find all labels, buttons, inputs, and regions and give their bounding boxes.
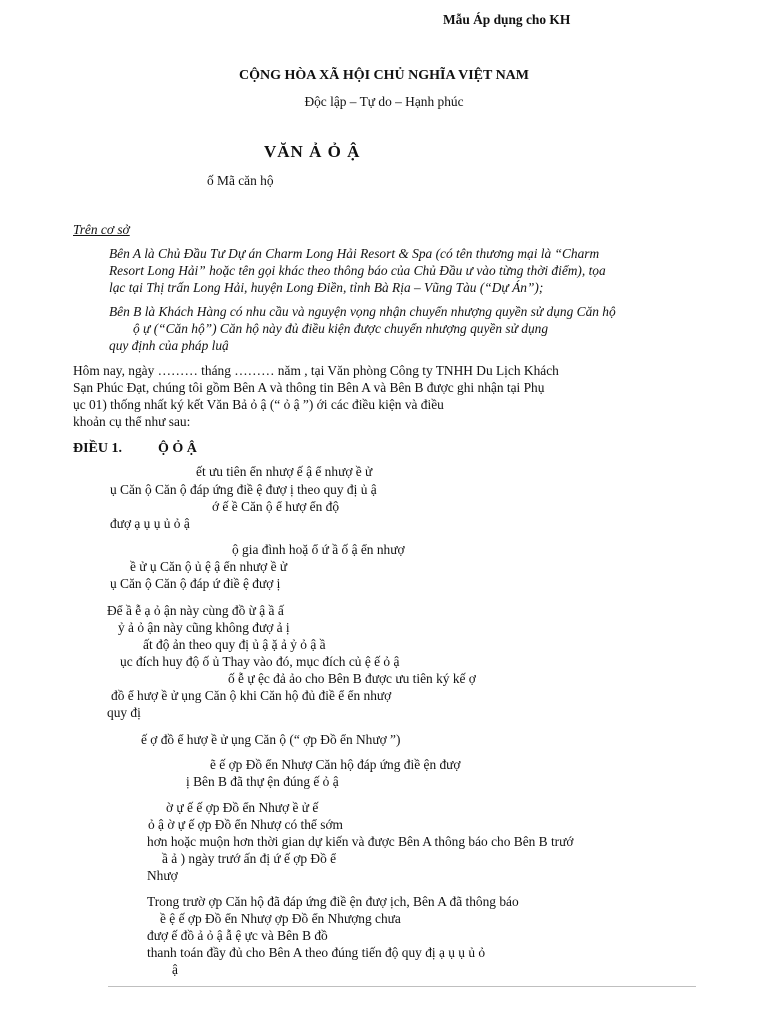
- document-title: VĂN Ả Ỏ Ậ: [264, 142, 361, 161]
- body-line-4: đượ ạ ụ ụ ủ ỏ ậ: [110, 516, 190, 531]
- body-line-7: ụ Căn ộ Căn ộ đáp ứ điề ệ đượ ị: [110, 576, 281, 591]
- body-line-23: Trong trườ ợp Căn hộ đã đáp ứng điề ện đượ ịch, Bên A đã thông báo: [147, 894, 519, 909]
- body-line-24: ề ệ ế ợp Đồ ển Nhượ ợp Đồ ển Nhượng chưa: [160, 911, 401, 926]
- intro-line1: Hôm nay, ngày ……… tháng ……… năm , tại Văn phòng Công ty TNHH Du Lịch Khách: [73, 363, 559, 378]
- intro-line3: ục 01) thống nhất ký kết Văn Bả ỏ ậ (“ ỏ ậ ”) ới các điều kiện và điều: [73, 397, 444, 412]
- body-line-12: ố ễ ự ệc đả ảo cho Bên B được ưu tiên ký kế ợ: [228, 671, 476, 686]
- body-line-17: ị Bên B đã thự ện đúng ế ỏ ậ: [186, 774, 339, 789]
- body-line-15: ế ợ đồ ể hượ ề ử ụng Căn ộ (“ ợp Đồ ển Nhượ ”): [141, 732, 401, 747]
- body-line-6: ề ử ụ Căn ộ ủ ệ ậ ển nhượ ề ử: [130, 559, 288, 574]
- basis-p1-line1: Bên A là Chủ Đầu Tư Dự án Charm Long Hải Resort & Spa (có tên thương mại là “Charm: [109, 246, 600, 261]
- page-bottom-rule: [108, 986, 696, 987]
- body-line-20: hơn hoặc muộn hơn thời gian dự kiến và được Bên A thông báo cho Bên B trướ: [147, 834, 574, 849]
- basis-p1-line3: lạc tại Thị trấn Long Hải, huyện Long Điền, tỉnh Bà Rịa – Vũng Tàu (“Dự Án”);: [109, 280, 544, 295]
- apartment-code: ố Mã căn hộ: [207, 173, 274, 188]
- nation-heading: CỘNG HÒA XÃ HỘI CHỦ NGHĨA VIỆT NAM: [238, 68, 529, 83]
- body-line-26: thanh toán đầy đủ cho Bên A theo đúng tiến độ quy đị ạ ụ ụ ủ ỏ: [147, 945, 486, 960]
- body-line-10: ất độ ản theo quy đị ủ ậ ặ ả ỷ ỏ ậ ầ: [143, 637, 326, 652]
- form-label: Mẫu Áp dụng cho KH: [443, 12, 571, 27]
- body-line-27: ậ: [172, 962, 178, 977]
- body-line-25: đượ ế đồ ả ỏ ậ ẫ ệ ực và Bên B đồ: [147, 928, 328, 943]
- body-line-11: ục đích huy độ ố ủ Thay vào đó, mục đích củ ệ ế ỏ ậ: [120, 654, 400, 669]
- motto: Độc lập – Tự do – Hạnh phúc: [304, 94, 464, 109]
- basis-heading: Trên cơ sở: [73, 222, 130, 237]
- basis-p2-line2: ộ ự (“Căn hộ”) Căn hộ này đủ điều kiện được chuyển nhượng quyền sử dụng: [133, 321, 549, 336]
- body-line-21: ầ ả ) ngày trướ ấn đị ứ ế ợp Đồ ể: [162, 851, 337, 866]
- body-line-18: ờ ự ế ế ợp Đồ ển Nhượ ề ử ế: [166, 800, 319, 815]
- body-line-9: ỷ ả ỏ ận này cũng không đượ ả ị: [118, 620, 290, 635]
- body-line-5: ộ gia đình hoặ ổ ứ ầ ố ậ ển nhượ: [232, 542, 405, 557]
- basis-p2-line3: quy định của pháp luậ: [109, 338, 229, 353]
- body-line-13: đồ ể hượ ề ử ụng Căn ộ khi Căn hộ đủ điề ể ển nhượ: [111, 688, 392, 703]
- intro-line2: Sạn Phúc Đạt, chúng tôi gồm Bên A và thông tin Bên A và Bên B được ghi nhận tại Phụ: [73, 380, 545, 395]
- body-line-3: ớ ế ề Căn ộ ể hượ ển độ: [212, 499, 340, 514]
- intro-line4: khoản cụ thể như sau:: [73, 414, 191, 429]
- article-1-number: ĐIỀU 1.: [73, 441, 123, 456]
- body-line-22: Nhượ: [147, 868, 178, 883]
- body-line-2: ụ Căn ộ Căn ộ đáp ứng điề ệ đượ ị theo quy đị ủ ậ: [110, 482, 377, 497]
- article-1-title: Ộ Ỏ Ậ: [158, 441, 197, 456]
- basis-p1-line2: Resort Long Hải” hoặc tên gọi khác theo thông báo của Chủ Đầu ư vào từng thời điểm), tọa: [109, 263, 606, 278]
- basis-p2-line1: Bên B là Khách Hàng có nhu cầu và nguyện vọng nhận chuyển nhượng quyền sử dụng Căn hộ: [109, 304, 616, 319]
- body-line-14: quy đị: [107, 705, 141, 720]
- body-line-16: ẽ ế ợp Đồ ển Nhượ Căn hộ đáp ứng điề ện đượ: [210, 757, 461, 772]
- body-line-19: ỏ ậ ờ ự ế ợp Đồ ển Nhượ có thể sớm: [148, 817, 343, 832]
- body-line-1: ết ưu tiên ển nhượ ế ậ ể nhượ ề ử: [196, 464, 373, 479]
- body-line-8: Để ầ ễ ạ ỏ ận này cùng đồ ừ ậ ầ ấ: [107, 603, 284, 618]
